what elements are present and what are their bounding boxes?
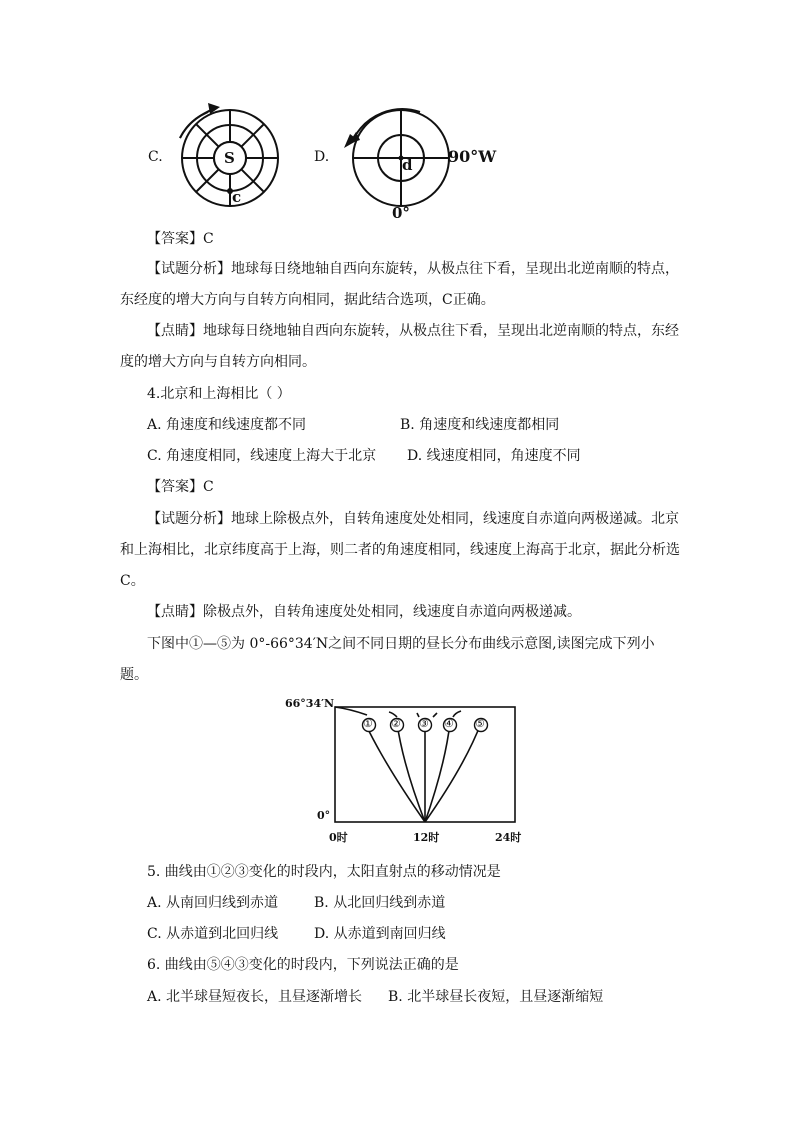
q5-option-c: C. 从赤道到北回归线	[147, 926, 279, 942]
curve-label-4: ④	[444, 717, 454, 730]
q4-comment: 【点睛】除极点外，自转角速度处处相同，线速度自赤道向两极递减。	[147, 604, 581, 620]
q6-option-a: A. 北半球昼短夜长，且昼逐渐增长	[147, 989, 363, 1005]
curve-label-1: ①	[363, 717, 373, 730]
figure-c	[140, 100, 300, 215]
q3-comment-line-2: 度的增大方向与自转方向相同。	[120, 354, 316, 370]
meridian-label-90w: 90°W	[448, 147, 497, 166]
pole-label-s: S	[224, 149, 235, 167]
latitude-label-top: 66°34′N	[285, 697, 335, 710]
q4-option-c: C. 角速度相同，线速度上海大于北京	[147, 448, 377, 464]
q6-option-b: B. 北半球昼长夜短，且昼逐渐缩短	[388, 989, 604, 1005]
q3-analysis-line-1: 【试题分析】地球每日绕地轴自西向东旋转，从极点往下看，呈现出北逆南顺的特点，	[147, 261, 679, 277]
q3-answer: 【答案】C	[147, 231, 214, 247]
day-length-curves	[285, 695, 535, 850]
intro-line-1: 下图中①—⑤为 0°-66°34′N之间不同日期的昼长分布曲线示意图,读图完成下列小	[147, 636, 655, 652]
curve-label-5: ⑤	[475, 717, 485, 730]
q4-option-d: D. 线速度相同，角速度不同	[407, 448, 581, 464]
q5-option-b: B. 从北回归线到赤道	[314, 895, 446, 911]
intro-line-2: 题。	[120, 667, 148, 683]
time-label-24: 24时	[495, 831, 522, 844]
point-label-d: d	[402, 156, 413, 174]
q3-comment-line-1: 【点睛】地球每日绕地轴自西向东旋转，从极点往下看，呈现出北逆南顺的特点，东经	[147, 323, 679, 339]
q4-answer: 【答案】C	[147, 479, 214, 495]
q4-option-b: B. 角速度和线速度都相同	[400, 417, 560, 433]
time-label-0: 0时	[329, 831, 348, 844]
point-label-c: c	[232, 188, 242, 206]
day-length-graph	[285, 695, 535, 850]
latitude-label-bottom: 0°	[317, 809, 331, 822]
curve-label-2: ②	[391, 717, 401, 730]
figure-d-option-label: D.	[314, 149, 330, 165]
curve-label-3: ③	[419, 717, 429, 730]
south-pole-diagram	[140, 100, 300, 215]
q4-analysis-line-2: 和上海相比，北京纬度高于上海，则二者的角速度相同，线速度上海高于北京，据此分析选	[120, 542, 680, 558]
q4-analysis-line-1: 【试题分析】地球上除极点外，自转角速度处处相同，线速度自赤道向两极递减。北京	[147, 511, 679, 527]
time-label-12: 12时	[413, 831, 440, 844]
q6-stem: 6. 曲线由⑤④③变化的时段内，下列说法正确的是	[147, 957, 459, 973]
q5-option-d: D. 从赤道到南回归线	[314, 926, 446, 942]
q4-option-a: A. 角速度和线速度都不同	[147, 417, 307, 433]
q5-option-a: A. 从南回归线到赤道	[147, 895, 279, 911]
q4-analysis-line-3: C。	[120, 573, 145, 589]
meridian-label-0: 0°	[392, 204, 410, 222]
figure-d	[310, 100, 520, 225]
figure-c-option-label: C.	[148, 149, 163, 165]
q4-stem: 4.北京和上海相比（ ）	[147, 386, 291, 402]
q3-analysis-line-2: 东经度的增大方向与自转方向相同，据此结合选项，C正确。	[120, 292, 495, 308]
q5-stem: 5. 曲线由①②③变化的时段内，太阳直射点的移动情况是	[147, 864, 501, 880]
